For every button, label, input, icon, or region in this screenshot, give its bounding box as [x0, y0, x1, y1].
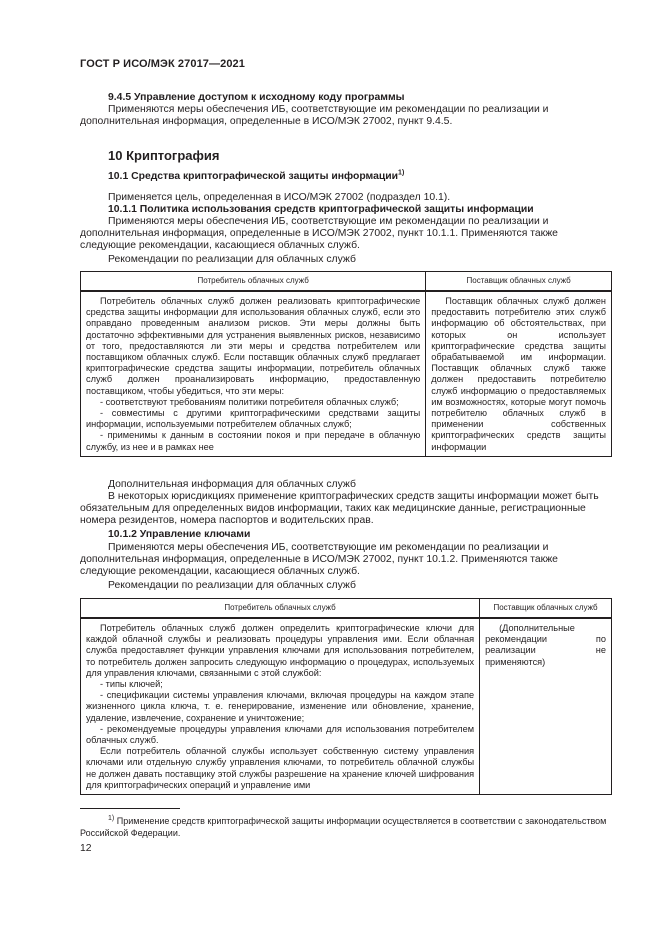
section-10-1-2-rec-label: Рекомендации по реализации для облачных служб — [108, 580, 356, 591]
section-10-heading: 10 Криптография — [108, 148, 220, 163]
footnote — [80, 815, 608, 839]
footnote-divider — [80, 808, 180, 809]
section-10-1-1-add-label: Дополнительная информация для облачных служб — [108, 479, 356, 490]
table-10-1-2-consumer-text-2: Если потребитель облачной службы использует собственную систему управления ключами или отдельную службу управления ключами, то потребитель облачной службы не должен давать поставщику этой службы разрешение на хранение ключей шифрования для криптографических операций и управление ими — [86, 746, 475, 790]
section-10-1-heading — [108, 171, 608, 183]
footnote-ref: 1) — [398, 169, 405, 177]
table-10-1-1-consumer-text: Потребитель облачных служб должен реализовать криптографические средства защиты информации для использования облачных служб, если это оправдано проведенным анализом рисков. Эти меры должны быть достаточно эффективными для устранения выявленных рисков, независимо от того, предоставляются ли эти меры и средства потребителем или поставщиком облачных служб. Если поставщик облачных служб предлагает криптографические средства защиты информации, потребитель облачных служб должен проанализировать информацию, предоставленную поставщиком, чтобы убедиться, что эти меры: — [86, 296, 421, 396]
table-10-1-2-provider-text: (Дополнительные рекомендации по реализации не применяются) — [485, 623, 606, 667]
table-10-1-1-header-provider: Поставщик облачных служб — [426, 272, 612, 292]
list-item: - спецификации системы управления ключами, включая процедуры на каждом этапе жизненного цикла ключа, т. е. генерирование, изменение или обновление, хранение, удаление, извлечение, сохранение и уничтожение; — [86, 690, 475, 723]
list-item: - совместимы с другими криптографическими средствами защиты информации, используемыми потребителем облачных служб; — [86, 408, 421, 430]
footnote-mark: 1) — [108, 815, 115, 822]
document-header: ГОСТ Р ИСО/МЭК 27017—2021 — [80, 58, 245, 70]
section-10-1-2-text: Применяются меры обеспечения ИБ, соответствующие им рекомендации по реализации и дополнительная информация, определенные в ИСО/МЭК 27002, пункт 10.1.2. Применяются также следующие рекомендации, касающиеся облачных служб. — [80, 542, 558, 577]
list-item: - типы ключей; — [100, 679, 163, 690]
section-10-1-1-add-text: В некоторых юрисдикциях применение криптографических средств защиты информации может быть обязательным для определенных видов информации, таких как медицинские данные, регистрационные номера резидентов, номера паспортов и водительских прав. — [80, 491, 599, 526]
table-10-1-1-consumer-cell — [81, 291, 426, 456]
section-9-4-5-text: Применяются меры обеспечения ИБ, соответствующие им рекомендации по реализации и дополнительная информация, определенные в ИСО/МЭК 27002, пункт 9.4.5. — [80, 104, 549, 127]
table-10-1-1 — [80, 271, 612, 457]
footnote-text: Применение средств криптографической защиты информации осуществляется в соответствии с законодательством Российской Федерации. — [80, 816, 607, 838]
table-10-1-2-header-consumer: Потребитель облачных служб — [81, 599, 480, 619]
list-item: - соответствуют требованиям политики потребителя облачных служб; — [100, 396, 399, 407]
section-10-1-1-rec-label: Рекомендации по реализации для облачных служб — [108, 254, 356, 265]
section-10-1-2-heading: 10.1.2 Управление ключами — [108, 529, 251, 540]
table-10-1-2-consumer-cell — [81, 618, 480, 795]
table-10-1-2-consumer-text: Потребитель облачных служб должен определить криптографические ключи для каждой облачной службы и реализовать процедуры управления ими. Если облачная служба предоставляет функции управления ключами для использования потребителем, то потребитель должен запросить следующую информацию о процедурах, используемых для управления ключами, связанными с этой службой: — [86, 623, 475, 678]
section-9-4-5-heading: 9.4.5 Управление доступом к исходному коду программы — [108, 92, 405, 103]
table-10-1-2-header-provider: Поставщик облачных служб — [480, 599, 612, 619]
table-10-1-1-provider-text: Поставщик облачных служб должен предоставить потребителю этих служб информацию об обстоятельствах, при которых он использует криптографические средства защиты обрабатываемой им информации. Поставщик облачных служб также должен предоставить потребителю служб информацию о предоставляемых им возможностях, которые могут помочь потребителю облачных служб в применении собственных криптографических средств защиты информации — [431, 296, 606, 452]
table-10-1-1-header-consumer: Потребитель облачных служб — [81, 272, 426, 292]
section-10-1-1-heading: 10.1.1 Политика использования средств криптографической защиты информации — [108, 204, 534, 215]
table-10-1-2-provider-cell — [480, 618, 612, 795]
table-10-1-1-provider-cell — [426, 291, 612, 456]
section-10-1-title: 10.1 Средства криптографической защиты информации — [108, 171, 399, 182]
section-10-1-1-text: Применяются меры обеспечения ИБ, соответствующие им рекомендации по реализации и дополнительная информация, определенные в ИСО/МЭК 27002, пункт 10.1.1. Применяются также следующие рекомендации, касающиеся облачных служб. — [80, 216, 558, 251]
list-item: - применимы к данным в состоянии покоя и при передаче в облачную службу, из нее и в рамках нее — [86, 430, 421, 452]
page-number: 12 — [80, 843, 92, 854]
section-10-1-text: Применяется цель, определенная в ИСО/МЭК 27002 (подраздел 10.1). — [108, 192, 451, 203]
table-10-1-2 — [80, 598, 612, 795]
list-item: - рекомендуемые процедуры управления ключами для использования потребителем облачных служб. — [86, 723, 475, 746]
